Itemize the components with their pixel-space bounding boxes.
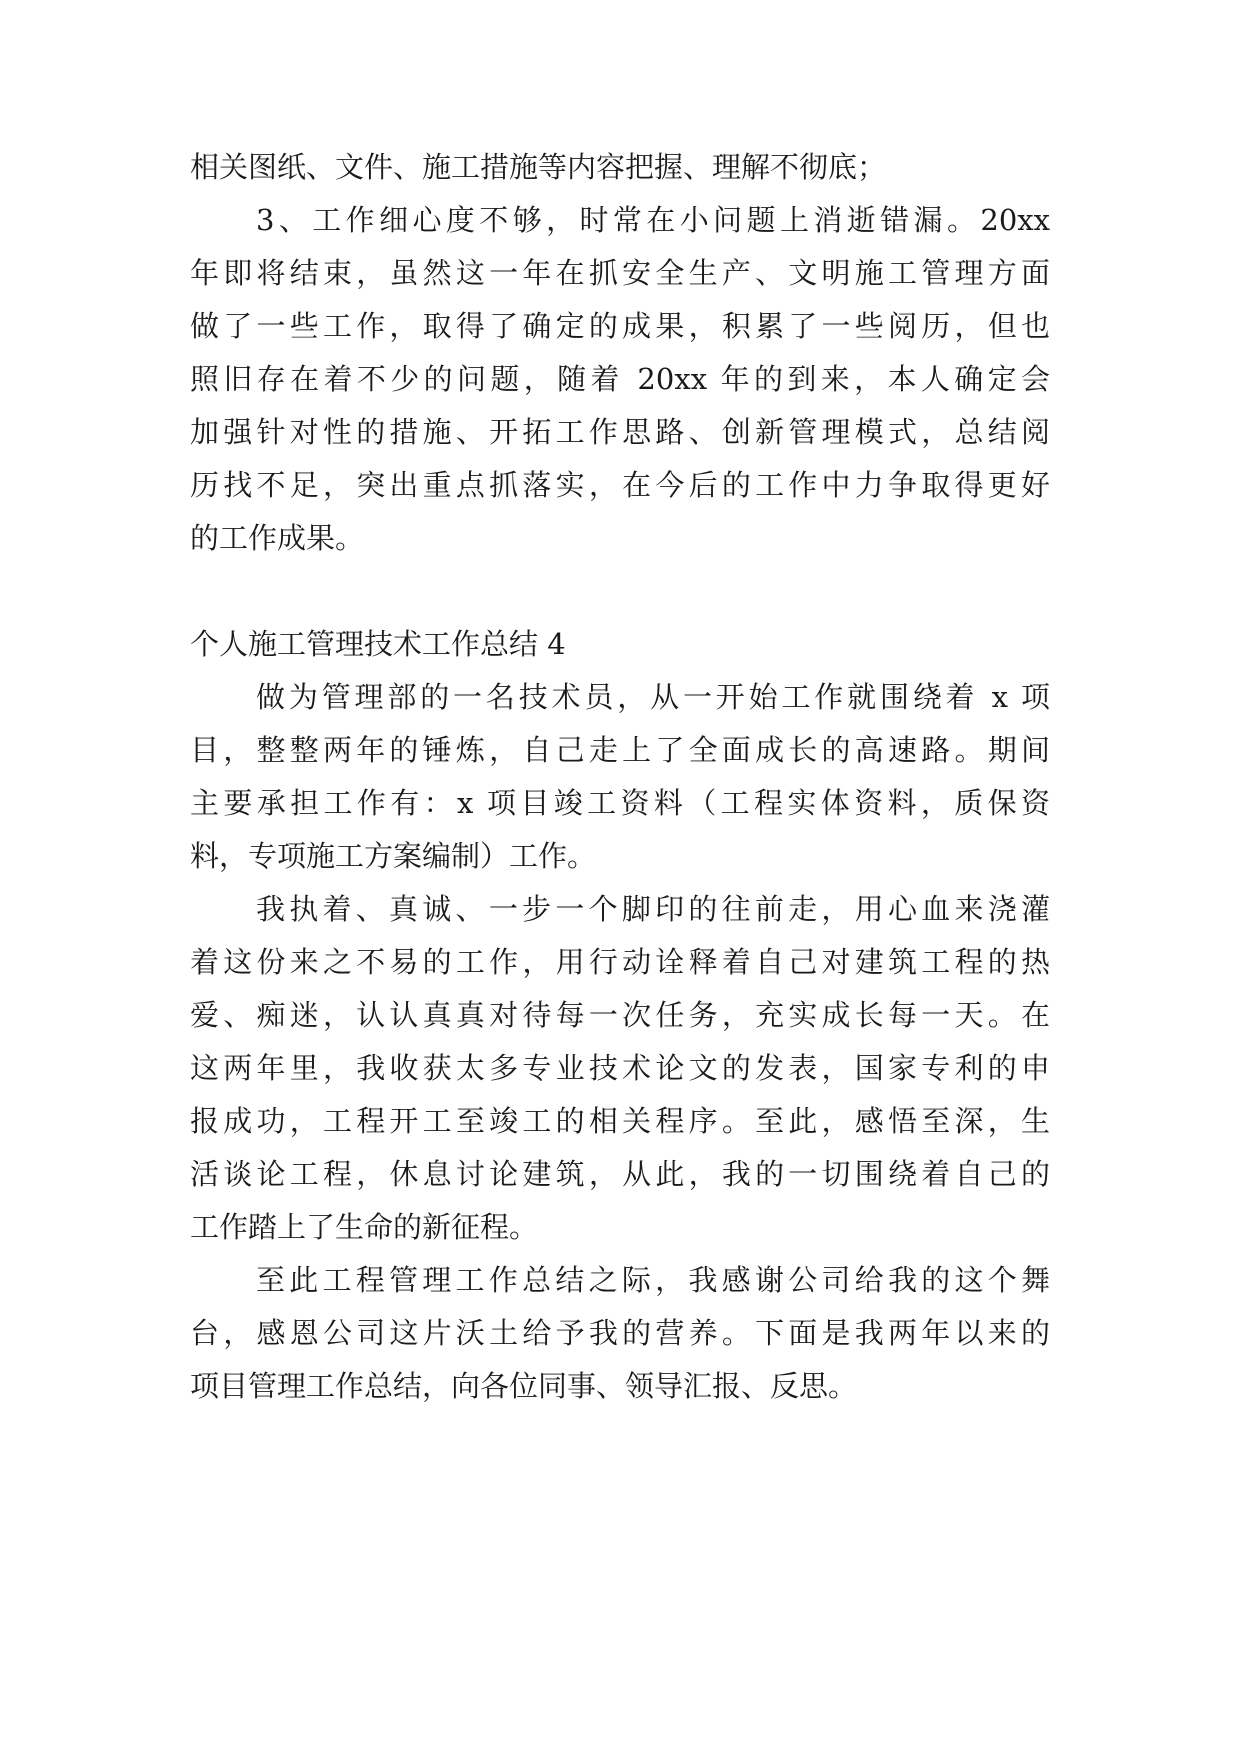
text-line: 做了一些工作，取得了确定的成果，积累了一些阅历，但也 — [190, 309, 1050, 343]
text-line: 的工作成果。 — [190, 521, 365, 555]
text-line: 爱、痴迷，认认真真对待每一次任务，充实成长每一天。在 — [190, 998, 1050, 1032]
text-line: 项目管理工作总结，向各位同事、领导汇报、反思。 — [190, 1369, 858, 1403]
text-line: 料，专项施工方案编制）工作。 — [190, 839, 597, 873]
text-line: 我执着、真诚、一步一个脚印的往前走，用心血来浇灌 — [256, 892, 1050, 926]
text-line: 加强针对性的措施、开拓工作思路、创新管理模式，总结阅 — [190, 415, 1050, 449]
text-line: 主要承担工作有：x 项目竣工资料（工程实体资料，质保资 — [190, 786, 1050, 820]
text-line: 这两年里，我收获太多专业技术论文的发表，国家专利的申 — [190, 1051, 1050, 1085]
text-line: 活谈论工程，休息讨论建筑，从此，我的一切围绕着自己的 — [190, 1157, 1050, 1191]
text-line: 着这份来之不易的工作，用行动诠释着自己对建筑工程的热 — [190, 945, 1050, 979]
text-line: 历找不足，突出重点抓落实，在今后的工作中力争取得更好 — [190, 468, 1050, 502]
text-line: 相关图纸、文件、施工措施等内容把握、理解不彻底； — [190, 150, 887, 184]
text-line: 3、工作细心度不够，时常在小问题上消逝错漏。20xx — [256, 203, 1050, 237]
text-line: 至此工程管理工作总结之际，我感谢公司给我的这个舞 — [256, 1263, 1050, 1297]
text-line: 台，感恩公司这片沃土给予我的营养。下面是我两年以来的 — [190, 1316, 1050, 1350]
text-line: 目，整整两年的锤炼，自己走上了全面成长的高速路。期间 — [190, 733, 1050, 767]
text-line: 报成功，工程开工至竣工的相关程序。至此，感悟至深，生 — [190, 1104, 1050, 1138]
text-line: 年即将结束，虽然这一年在抓安全生产、文明施工管理方面 — [190, 256, 1050, 290]
text-line: 照旧存在着不少的问题，随着 20xx 年的到来，本人确定会 — [190, 362, 1050, 396]
text-line: 工作踏上了生命的新征程。 — [190, 1210, 539, 1244]
section-heading: 个人施工管理技术工作总结 4 — [190, 627, 566, 661]
text-line: 做为管理部的一名技术员，从一开始工作就围绕着 x 项 — [256, 680, 1050, 714]
